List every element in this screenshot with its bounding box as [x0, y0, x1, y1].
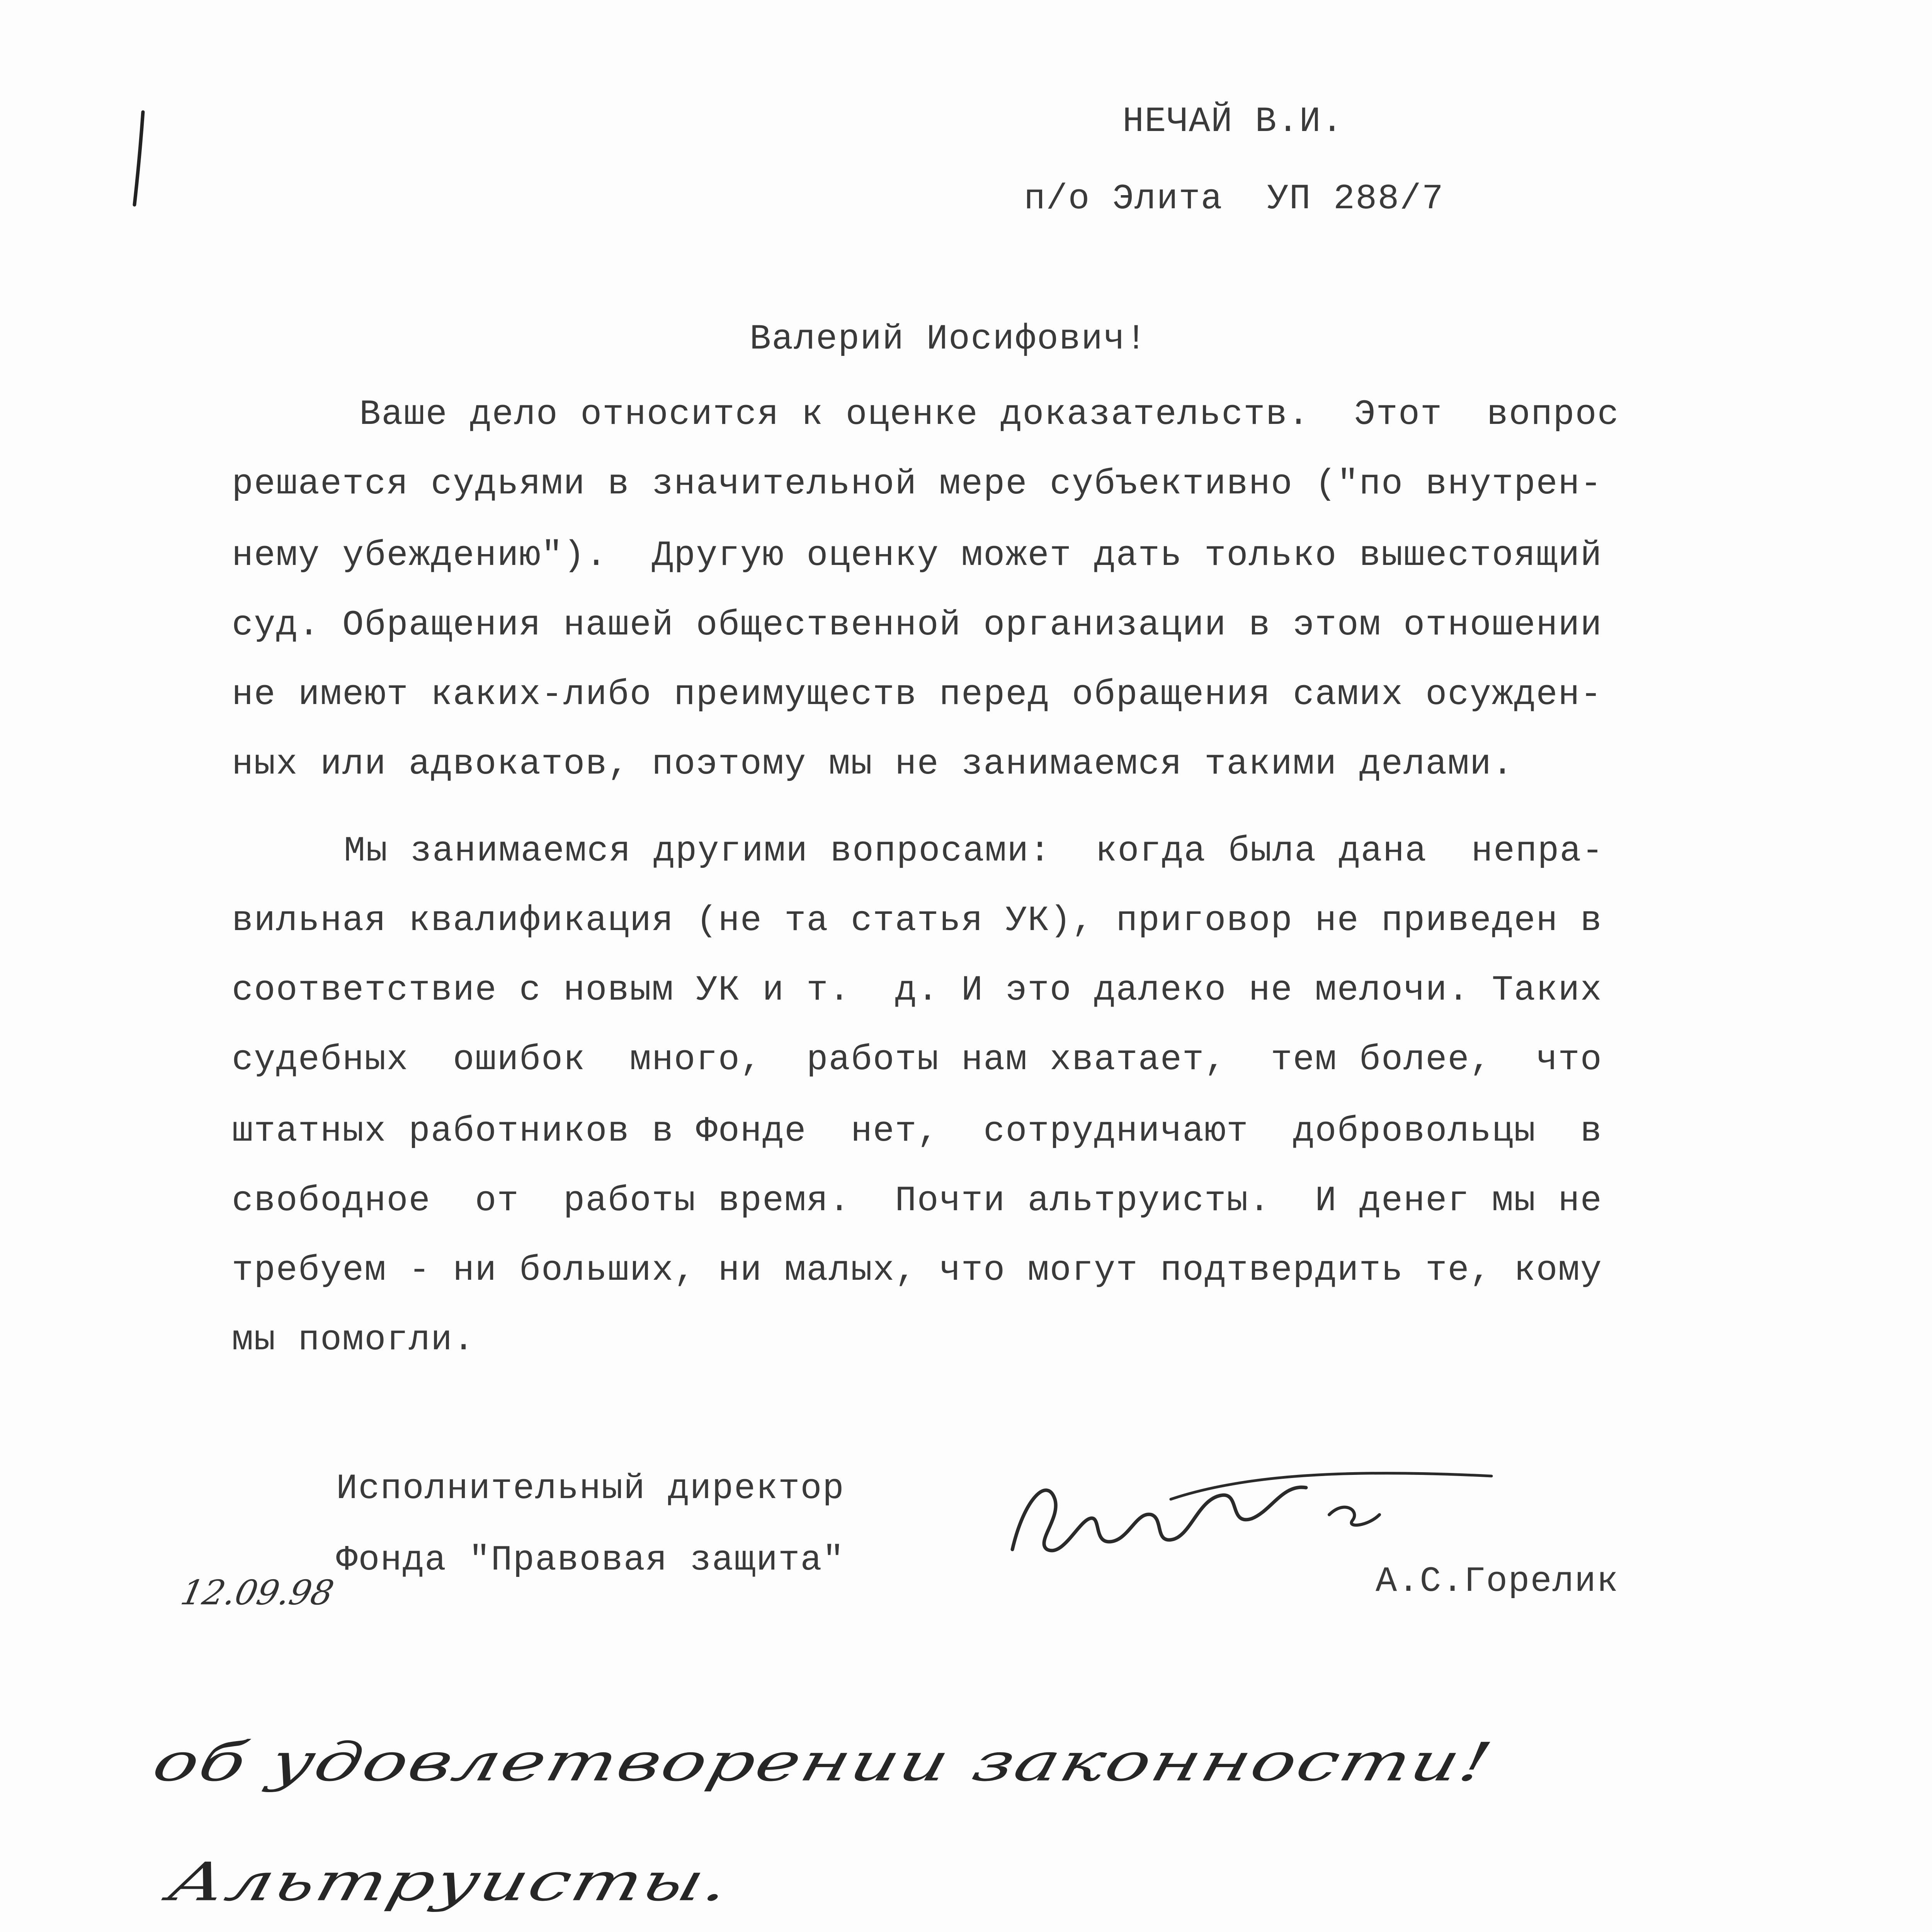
- paragraph-line: ных или адвокатов, поэтому мы не занимаемся такими делами.: [232, 744, 1514, 784]
- paragraph-line: не имеют каких-либо преимуществ перед обращения самих осужден-: [232, 674, 1602, 715]
- paragraph-line: судебных ошибок много, работы нам хватает, тем более, что: [232, 1039, 1602, 1080]
- handwritten-date: 12.09.98: [177, 1573, 337, 1612]
- signature-name: А.С.Горелик: [1376, 1561, 1619, 1602]
- paragraph-line: Ваше дело относится к оценке доказательств. Этот вопрос: [359, 394, 1619, 435]
- handwritten-mark: [128, 108, 151, 209]
- handwritten-line: об удовлетворении законности!: [147, 1731, 1499, 1793]
- paragraph-line: требуем - ни больших, ни малых, что могут подтвердить те, кому: [232, 1250, 1602, 1291]
- paragraph-line: штатных работников в Фонде нет, сотрудничают добровольцы в: [232, 1111, 1602, 1151]
- handwritten-line: Альтруисты.: [162, 1851, 738, 1913]
- paragraph-line: решается судьями в значительной мере субъективно ("по внутрен-: [232, 464, 1602, 504]
- paragraph-line: свободное от работы время. Почти альтруисты. И денег мы не: [232, 1180, 1602, 1221]
- addressee-name: НЕЧАЙ В.И.: [1122, 101, 1344, 142]
- paragraph-line: Мы занимаемся другими вопросами: когда была дана непра-: [344, 831, 1604, 871]
- addressee-address: п/о Элита УП 288/7: [1024, 179, 1444, 219]
- paragraph-line: соответствие с новым УК и т. д. И это далеко не мелочи. Таких: [232, 970, 1602, 1010]
- salutation: Валерий Иосифович!: [750, 319, 1148, 359]
- paragraph-line: вильная квалификация (не та статья УК), приговор не приведен в: [232, 900, 1602, 941]
- signature-title-line: Фонда "Правовая защита": [336, 1540, 845, 1580]
- paragraph-line: нему убеждению"). Другую оценку может дать только вышестоящий: [232, 535, 1602, 576]
- paragraph-line: мы помогли.: [232, 1320, 475, 1360]
- paragraph-line: суд. Обращения нашей общественной организации в этом отношении: [232, 605, 1602, 645]
- handwritten-signature: [989, 1453, 1511, 1584]
- signature-title-line: Исполнительный директор: [336, 1468, 845, 1509]
